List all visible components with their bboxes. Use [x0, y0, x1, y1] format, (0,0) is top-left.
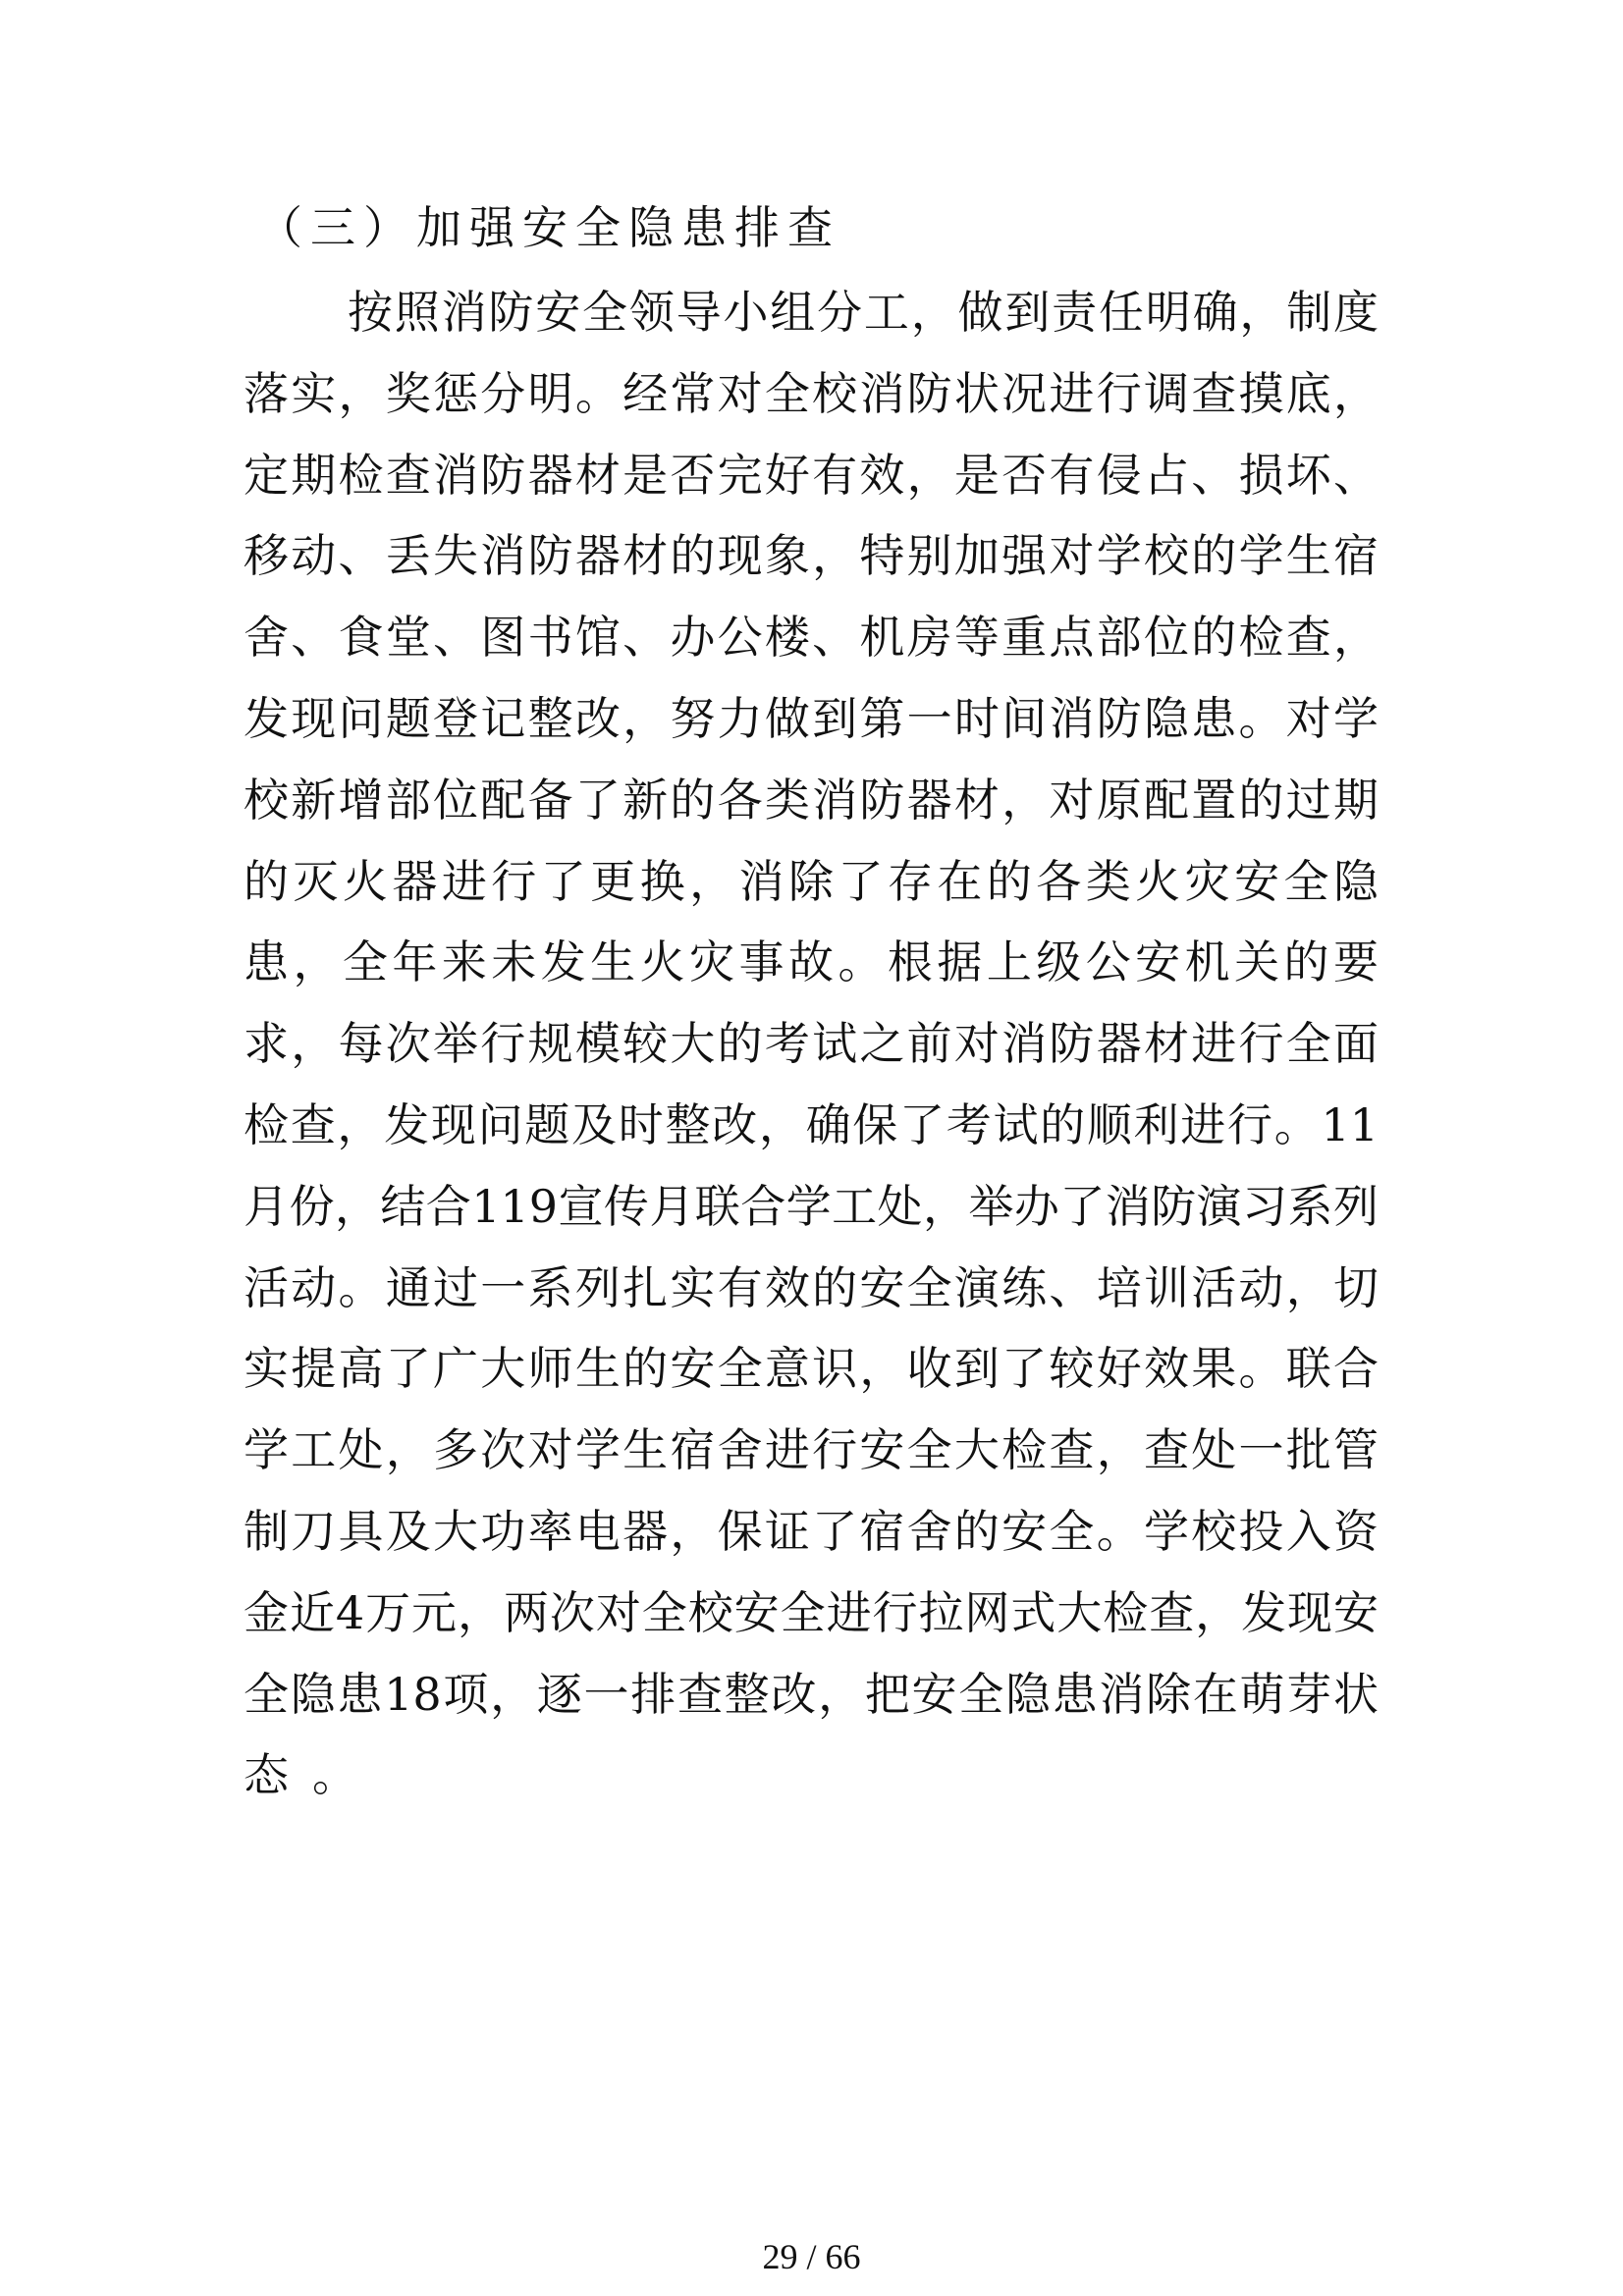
paragraph-line: 落实，奖惩分明。经常对全校消防状况进行调查摸底， [243, 366, 1379, 420]
paragraph-line: 患，全年来未发生火灾事故。根据上级公安机关的要 [243, 935, 1379, 989]
body-paragraph [243, 284, 1379, 1828]
paragraph-line: 按照消防安全领导小组分工，做到责任明确，制度 [348, 286, 1379, 339]
paragraph-line: 定期检查消防器材是否完好有效，是否有侵占、损坏、 [243, 448, 1379, 502]
paragraph-line: 舍、食堂、图书馆、办公楼、机房等重点部位的检查， [243, 611, 1379, 665]
paragraph-line: 的灭火器进行了更换，消除了存在的各类火灾安全隐 [243, 854, 1379, 908]
paragraph-line: 检查，发现问题及时整改，确保了考试的顺利进行。11 [243, 1097, 1379, 1151]
section-heading: （三）加强安全隐患排查 [257, 201, 840, 254]
paragraph-line: 金近4万元，两次对全校安全进行拉网式大检查，发现安 [243, 1585, 1379, 1639]
paragraph-line: 求，每次举行规模较大的考试之前对消防器材进行全面 [243, 1017, 1379, 1071]
paragraph-line: 全隐患18项，逐一排查整改，把安全隐患消除在萌芽状 [243, 1667, 1379, 1721]
paragraph-line: 实提高了广大师生的安全意识，收到了较好效果。联合 [243, 1342, 1379, 1396]
paragraph-line: 发现问题登记整改，努力做到第一时间消防隐患。对学 [243, 691, 1379, 745]
paragraph-line: 月份，结合119宣传月联合学工处，举办了消防演习系列 [243, 1179, 1379, 1233]
page-number: 29 / 66 [762, 2237, 861, 2276]
paragraph-line: 移动、丢失消防器材的现象，特别加强对学校的学生宿 [243, 529, 1379, 583]
paragraph-line: 态。 [243, 1748, 381, 1802]
paragraph-line: 活动。通过一系列扎实有效的安全演练、培训活动，切 [243, 1260, 1379, 1314]
paragraph-line: 制刀具及大功率电器，保证了宿舍的安全。学校投入资 [243, 1504, 1379, 1558]
paragraph-line: 学工处，多次对学生宿舍进行安全大检查，查处一批管 [243, 1423, 1379, 1477]
paragraph-line: 校新增部位配备了新的各类消防器材，对原配置的过期 [243, 773, 1379, 827]
